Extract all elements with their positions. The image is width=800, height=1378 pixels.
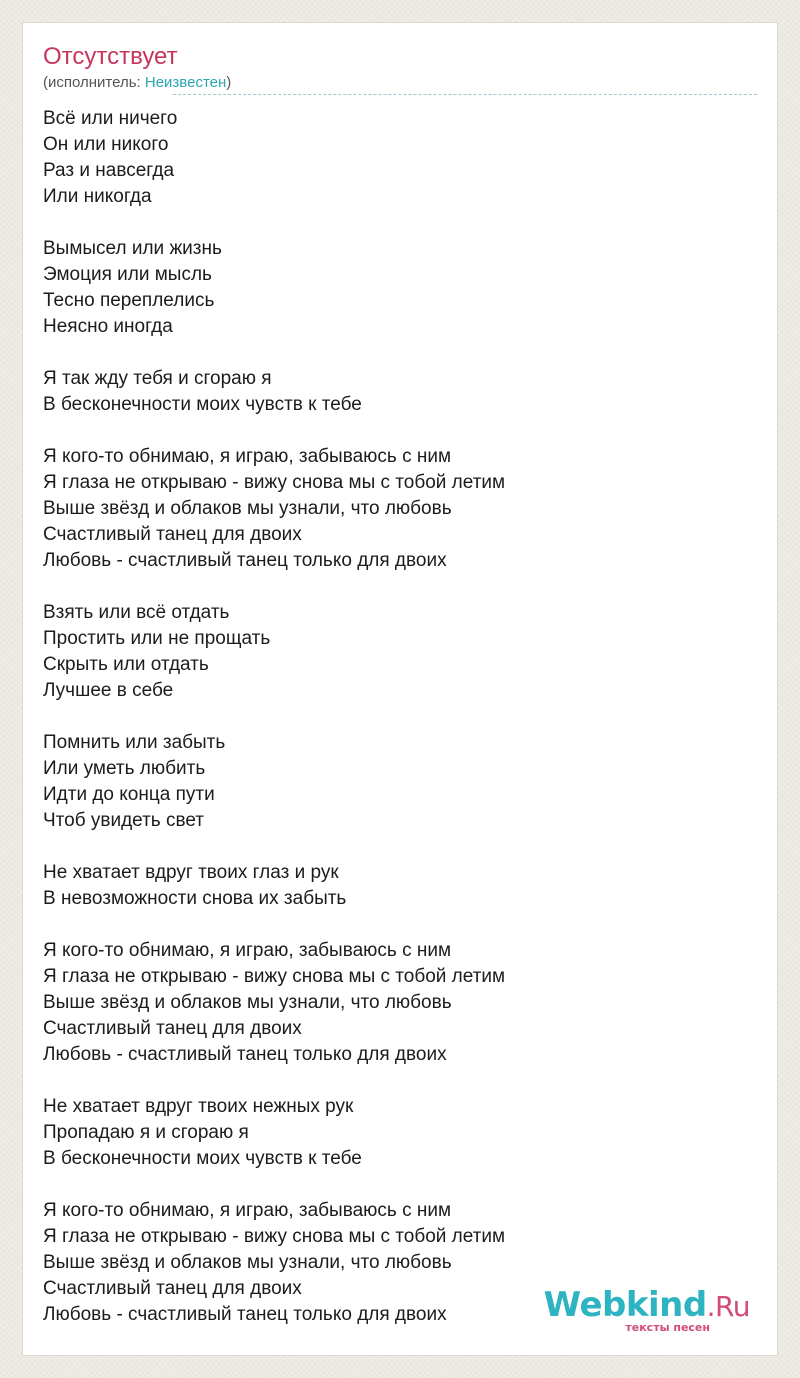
lyrics-line: Любовь - счастливый танец только для двоих (43, 1044, 447, 1065)
lyrics-line: Взять или всё отдать (43, 602, 230, 623)
artist-prefix: (исполнитель: (43, 74, 145, 91)
lyrics-stanza (43, 600, 759, 704)
lyrics-line: Не хватает вдруг твоих нежных рук (43, 1096, 354, 1117)
lyrics-line: Счастливый танец для двоих (43, 524, 302, 545)
lyrics-line: Раз и навсегда (43, 160, 175, 181)
lyrics-line: Или никогда (43, 186, 152, 207)
lyrics-line: Не хватает вдруг твоих глаз и рук (43, 862, 339, 883)
lyrics-line: Я глаза не открываю - вижу снова мы с тобой летим (43, 1226, 506, 1247)
lyrics-card (22, 22, 778, 1356)
lyrics-line: Я глаза не открываю - вижу снова мы с тобой летим (43, 966, 506, 987)
lyrics-line: Вымысел или жизнь (43, 238, 222, 259)
lyrics-line: Выше звёзд и облаков мы узнали, что любовь (43, 992, 452, 1013)
lyrics-line: Любовь - счастливый танец только для двоих (43, 1304, 447, 1325)
lyrics-line: Он или никого (43, 134, 169, 155)
lyrics-line: Счастливый танец для двоих (43, 1278, 302, 1299)
lyrics-line: Эмоция или мысль (43, 264, 212, 285)
lyrics-line: Я глаза не открываю - вижу снова мы с тобой летим (43, 472, 506, 493)
lyrics-stanza (43, 236, 759, 340)
lyrics-line: Выше звёзд и облаков мы узнали, что любовь (43, 1252, 452, 1273)
lyrics-line: Я кого-то обнимаю, я играю, забываюсь с ним (43, 1200, 452, 1221)
lyrics-stanza (43, 1094, 759, 1172)
lyrics-line: Я кого-то обнимаю, я играю, забываюсь с ним (43, 446, 452, 467)
lyrics-line: В бесконечности моих чувств к тебе (43, 1148, 362, 1169)
logo-tld: .Ru (706, 1290, 750, 1323)
lyrics-stanza (43, 860, 759, 912)
lyrics-line: Лучшее в себе (43, 680, 174, 701)
lyrics-line: Неясно иногда (43, 316, 173, 337)
song-title: Отсутствует (43, 43, 178, 70)
lyrics-line: Простить или не прощать (43, 628, 271, 649)
header-divider (173, 94, 757, 95)
lyrics-line: Выше звёзд и облаков мы узнали, что любовь (43, 498, 452, 519)
lyrics-line: Идти до конца пути (43, 784, 215, 805)
lyrics-body (43, 106, 759, 1354)
lyrics-stanza (43, 938, 759, 1068)
lyrics-line: Помнить или забыть (43, 732, 226, 753)
lyrics-stanza (43, 730, 759, 834)
logo-tagline: тексты песен (625, 1321, 710, 1334)
lyrics-line: В бесконечности моих чувств к тебе (43, 394, 362, 415)
lyrics-stanza (43, 366, 759, 418)
lyrics-line: Чтоб увидеть свет (43, 810, 205, 831)
lyrics-line: Любовь - счастливый танец только для двоих (43, 550, 447, 571)
lyrics-line: Счастливый танец для двоих (43, 1018, 302, 1039)
lyrics-line: Я кого-то обнимаю, я играю, забываюсь с ним (43, 940, 452, 961)
lyrics-line: Скрыть или отдать (43, 654, 209, 675)
artist-link[interactable]: Неизвестен (144, 74, 227, 91)
artist-suffix: ) (226, 74, 232, 91)
lyrics-line: Тесно переплелись (43, 290, 215, 311)
lyrics-line: В невозможности снова их забыть (43, 888, 347, 909)
lyrics-line: Пропадаю я и сгораю я (43, 1122, 249, 1143)
logo-brand: Webkind (543, 1285, 707, 1325)
lyrics-line: Всё или ничего (43, 108, 178, 129)
lyrics-line: Я так жду тебя и сгораю я (43, 368, 272, 389)
site-logo[interactable] (544, 1287, 750, 1334)
artist-line (43, 73, 231, 93)
lyrics-line: Или уметь любить (43, 758, 206, 779)
lyrics-stanza (43, 444, 759, 574)
lyrics-stanza (43, 106, 759, 210)
logo-wordmark (544, 1287, 750, 1325)
